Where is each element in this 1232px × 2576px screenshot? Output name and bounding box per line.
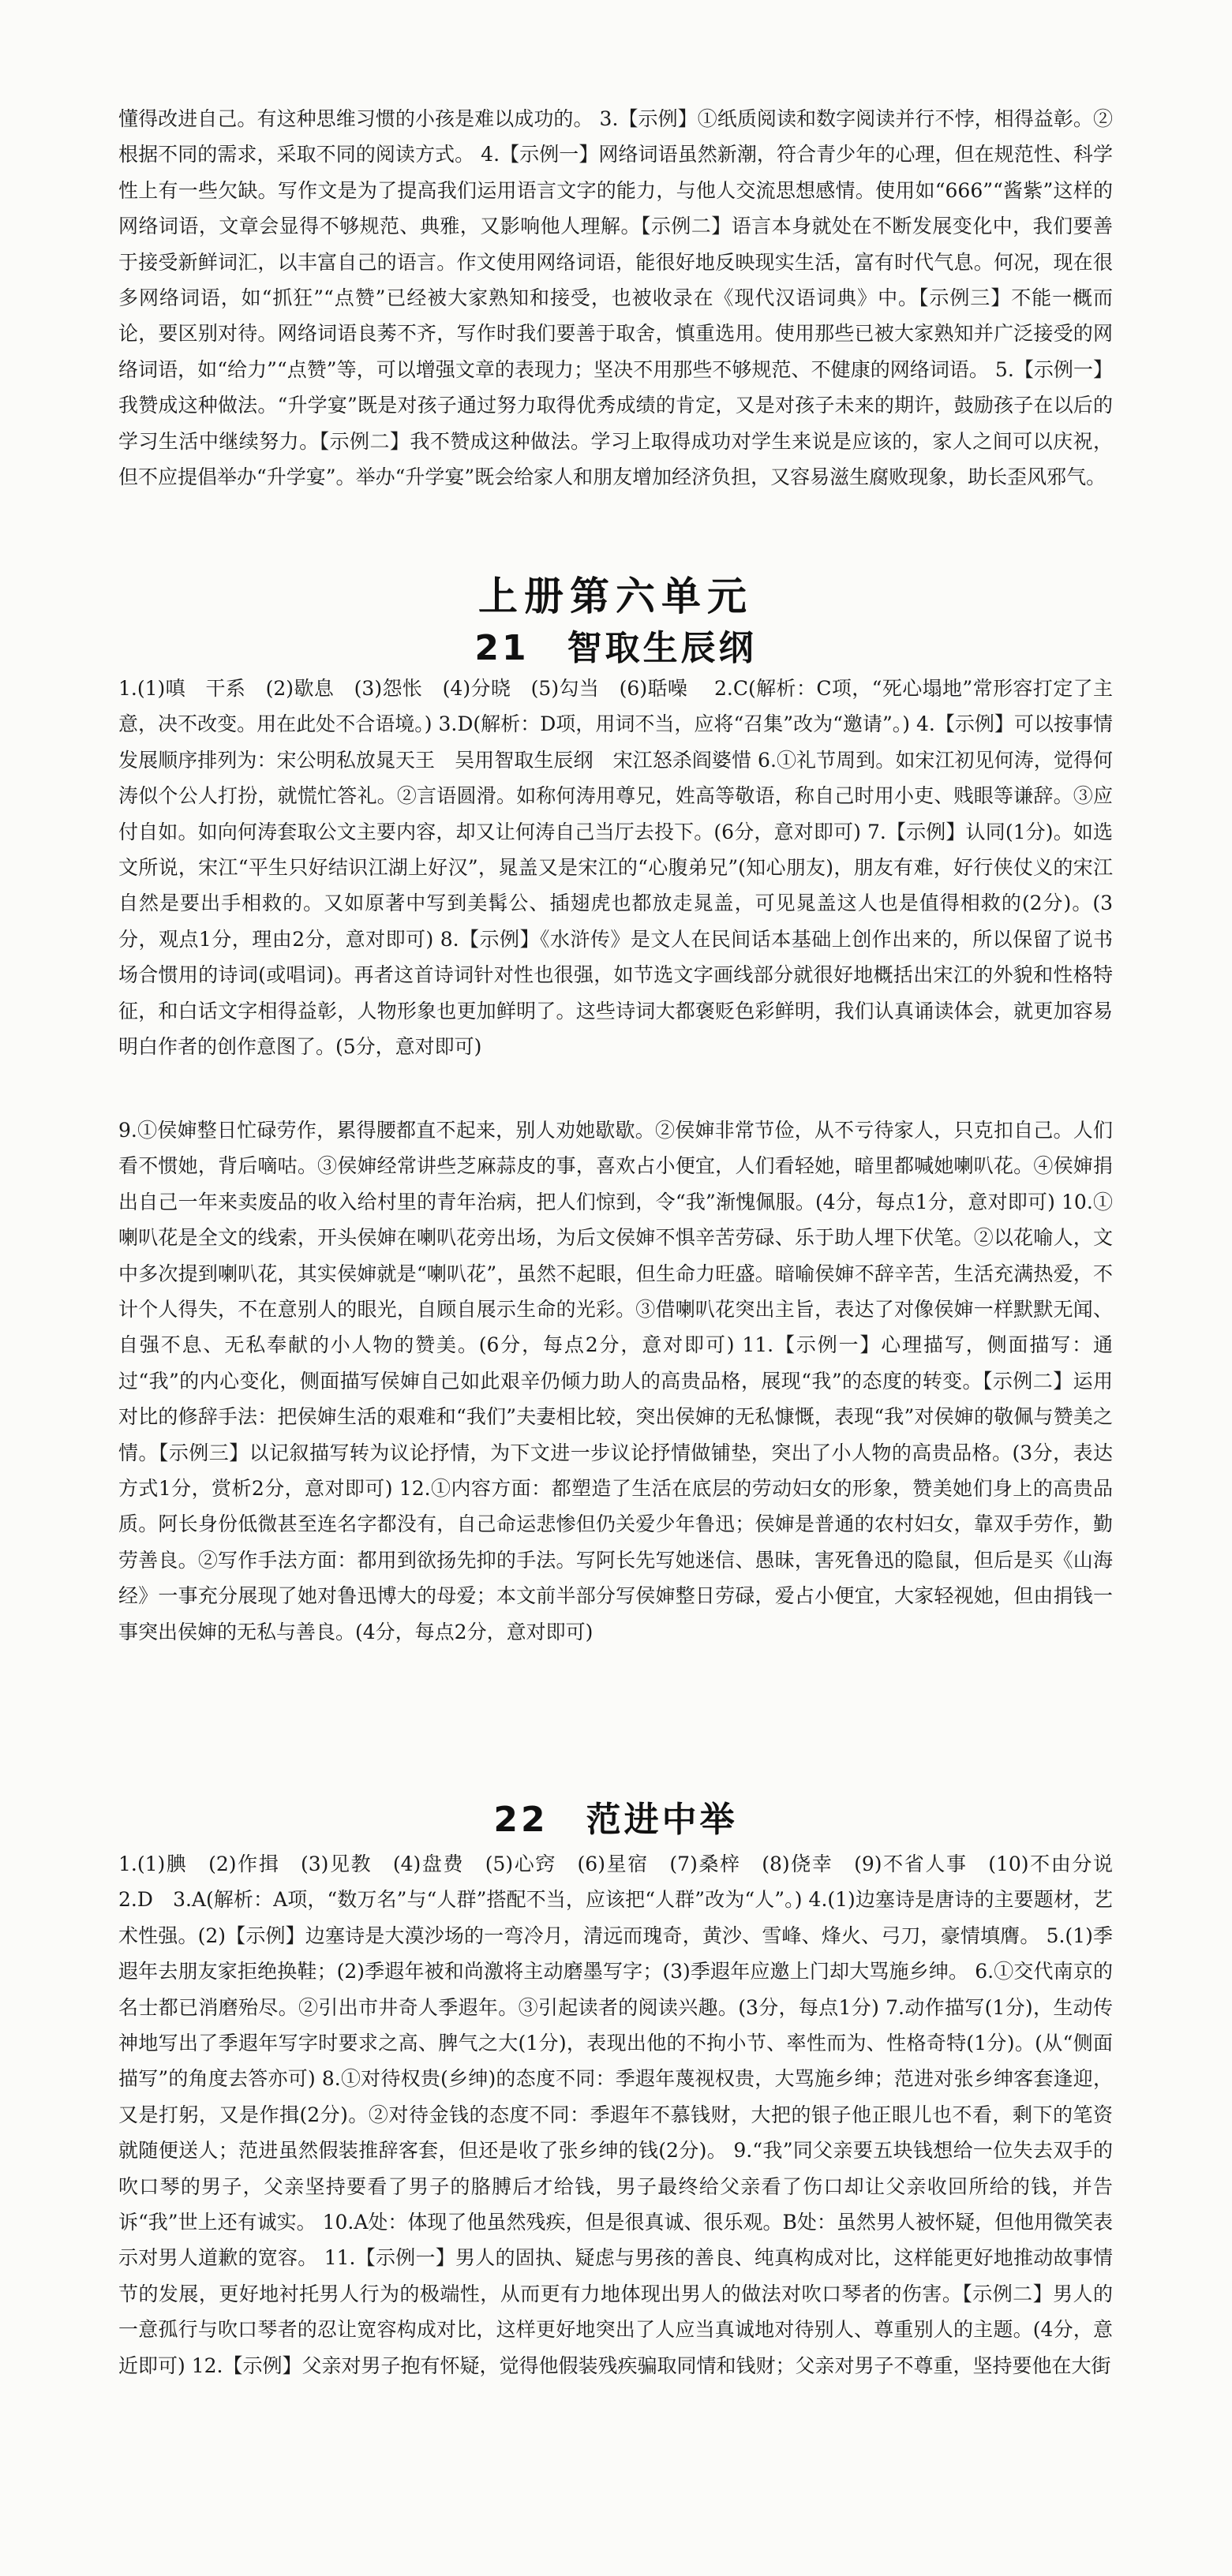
unit-title: 上册第六单元 xyxy=(478,574,753,619)
section-22-title: 22 范进中举 xyxy=(493,1800,738,1840)
paragraph-previous-unit-answers: 懂得改进自己。有这种思维习惯的小孩是难以成功的。 3.【示例】①纸质阅读和数字阅读并行不悖，相得益彰。②根据不同的需求，采取不同的阅读方式。 4.【示例一】网络词语虽然新潮，符合青少年的心理，但在规范性、科学性上有一些欠缺。写作文是为了提高我们运用语言文字的能力，与他人交流思想感情。使用如“666”“酱紫”这样的网络词语，文章会显得不够规范、典雅，又影响他人理解。【示例二】语言本身就处在不断发展变化中，我们要善于接受新鲜词汇，以丰富自己的语言。作文使用网络词语，能很好地反映现实生活，富有时代气息。何况，现在很多网络词语，如“抓狂”“点赞”已经被大家熟知和接受，也被收录在《现代汉语词典》中。【示例三】不能一概而论，要区别对待。网络词语良莠不齐，写作时我们要善于取舍，慎重选用。使用那些已被大家熟知并广泛接受的网络词语，如“给力”“点赞”等，可以增强文章的表现力；坚决不用那些不够规范、不健康的网络词语。 5.【示例一】我赞成这种做法。“升学宴”既是对孩子通过努力取得优秀成绩的肯定，又是对孩子未来的期许，鼓励孩子在以后的学习生活中继续努力。【示例二】我不赞成这种做法。学习上取得成功对学生来说是应该的，家人之间可以庆祝，但不应提倡举办“升学宴”。举办“升学宴”既会给家人和朋友增加经济负担，又容易滋生腐败现象，助长歪风邪气。 xyxy=(118,107,1113,489)
paragraph-section-21-answers-9-12: 9.①侯婶整日忙碌劳作，累得腰都直不起来，别人劝她歇歇。②侯婶非常节俭，从不亏待家人，只克扣自己。人们看不惯她，背后嘀咕。③侯婶经常讲些芝麻蒜皮的事，喜欢占小便宜，人们看轻她，暗里都喊她喇叭花。④侯婶捐出自己一年来卖废品的收入给村里的青年治病，把人们惊到，令“我”渐愧佩服。(4分，每点1分，意对即可) 10.①喇叭花是全文的线索，开头侯婶在喇叭花旁出场，为后文侯婶不惧辛苦劳碌、乐于助人埋下伏笔。②以花喻人，文中多次提到喇叭花，其实侯婶就是“喇叭花”，虽然不起眼，但生命力旺盛。暗喻侯婶不辞辛苦，生活充满热爱，不计个人得失，不在意别人的眼光，自顾自展示生命的光彩。③借喇叭花突出主旨，表达了对像侯婶一样默默无闻、自强不息、无私奉献的小人物的赞美。(6分，每点2分，意对即可) 11.【示例一】心理描写，侧面描写：通过“我”的内心变化，侧面描写侯婶自己如此艰辛仍倾力助人的高贵品格，展现“我”的态度的转变。【示例二】运用对比的修辞手法：把侯婶生活的艰难和“我们”夫妻相比较，突出侯婶的无私慷慨，表现“我”对侯婶的敬佩与赞美之情。【示例三】以记叙描写转为议论抒情，为下文进一步议论抒情做铺垫，突出了小人物的高贵品格。(3分，表达方式1分，赏析2分，意对即可) 12.①内容方面：都塑造了生活在底层的劳动妇女的形象，赞美她们身上的高贵品质。阿长身份低微甚至连名字都没有，自己命运悲惨但仍关爱少年鲁迅；侯婶是普通的农村妇女，靠双手劳作，勤劳善良。②写作手法方面：都用到欲扬先抑的手法。写阿长先写她迷信、愚昧，害死鲁迅的隐鼠，但后是买《山海经》一事充分展现了她对鲁迅博大的母爱；本文前半部分写侯婶整日劳碌，爱占小便宜，大家轻视她，但由捐钱一事突出侯婶的无私与善良。(4分，每点2分，意对即可) xyxy=(118,1119,1113,1643)
paragraph-section-21-answers-1-8: 1.(1)嗔 干系 (2)歇息 (3)怨怅 (4)分晓 (5)勾当 (6)聒噪 2.C(解析：C项，“死心塌地”常形容打定了主意，决不改变。用在此处不合语境。) 3.D(解析：D项，用词不当，应将“召集”改为“邀请”。) 4.【示例】可以按事情发展顺序排列为：宋公明私放晁天王 吴用智取生辰纲 宋江怒杀阎婆惜 6.①礼节周到。如宋江初见何涛，觉得何涛似个公人打扮，就慌忙答礼。②言语圆滑。如称何涛用尊兄，姓高等敬语，称自己时用小吏、贱眼等谦辞。③应付自如。如向何涛套取公文主要内容，却又让何涛自己当厅去投下。(6分，意对即可) 7.【示例】认同(1分)。如选文所说，宋江“平生只好结识江湖上好汉”，晁盖又是宋江的“心腹弟兄”(知心朋友)，朋友有难，好行侠仗义的宋江自然是要出手相救的。又如原著中写到美髯公、插翅虎也都放走晁盖，可见晁盖这人也是值得相救的(2分)。(3分，观点1分，理由2分，意对即可) 8.【示例】《水浒传》是文人在民间话本基础上创作出来的，所以保留了说书场合惯用的诗词(或唱词)。再者这首诗词针对性也很强，如节选文字画线部分就很好地概括出宋江的外貌和性格特征，和白话文字相得益彰，人物形象也更加鲜明了。这些诗词大都褒贬色彩鲜明，我们认真诵读体会，就更加容易明白作者的创作意图了。(5分，意对即可) xyxy=(118,677,1113,1059)
paragraph-section-22-answers: 1.(1)腆 (2)作揖 (3)见教 (4)盘费 (5)心窍 (6)星宿 (7)桑梓 (8)侥幸 (9)不省人事 (10)不由分说 2.D 3.A(解析：A项，“数万名”与“人群”搭配不当，应该把“人群”改为“人”。) 4.(1)边塞诗是唐诗的主要题材，艺术性强。(2)【示例】边塞诗是大漠沙场的一弯冷月，清远而瑰奇，黄沙、雪峰、烽火、弓刀，豪情填膺。 5.(1)季遐年去朋友家拒绝换鞋；(2)季遐年被和尚激将主动磨墨写字；(3)季遐年应邀上门却大骂施乡绅。 6.①交代南京的名士都已消磨殆尽。②引出市井奇人季遐年。③引起读者的阅读兴趣。(3分，每点1分) 7.动作描写(1分)，生动传神地写出了季遐年写字时要求之高、脾气之大(1分)，表现出他的不拘小节、率性而为、性格奇特(1分)。(从“侧面描写”的角度去答亦可) 8.①对待权贵(乡绅)的态度不同：季遐年蔑视权贵，大骂施乡绅；范进对张乡绅客套逢迎，又是打躬，又是作揖(2分)。②对待金钱的态度不同：季遐年不慕钱财，大把的银子他正眼儿也不看，剩下的笔资就随便送人；范进虽然假装推辞客套，但还是收了张乡绅的钱(2分)。 9.“我”同父亲要五块钱想给一位失去双手的吹口琴的男子，父亲坚持要看了男子的胳膊后才给钱，男子最终给父亲看了伤口却让父亲收回所给的钱，并告诉“我”世上还有诚实。 10.A处：体现了他虽然残疾，但是很真诚、很乐观。B处：虽然男人被怀疑，但他用微笑表示对男人道歉的宽容。 11.【示例一】男人的固执、疑虑与男孩的善良、纯真构成对比，这样能更好地推动故事情节的发展，更好地衬托男人行为的极端性，从而更有力地体现出男人的做法对吹口琴者的伤害。【示例二】男人的一意孤行与吹口琴者的忍让宽容构成对比，这样更好地突出了人应当真诚地对待别人、尊重别人的主题。(4分，意近即可) 12.【示例】父亲对男子抱有怀疑，觉得他假装残疾骗取同情和钱财；父亲对男子不尊重，坚持要他在大街 xyxy=(118,1853,1139,2377)
section-21-title: 21 智取生辰纲 xyxy=(474,628,757,668)
